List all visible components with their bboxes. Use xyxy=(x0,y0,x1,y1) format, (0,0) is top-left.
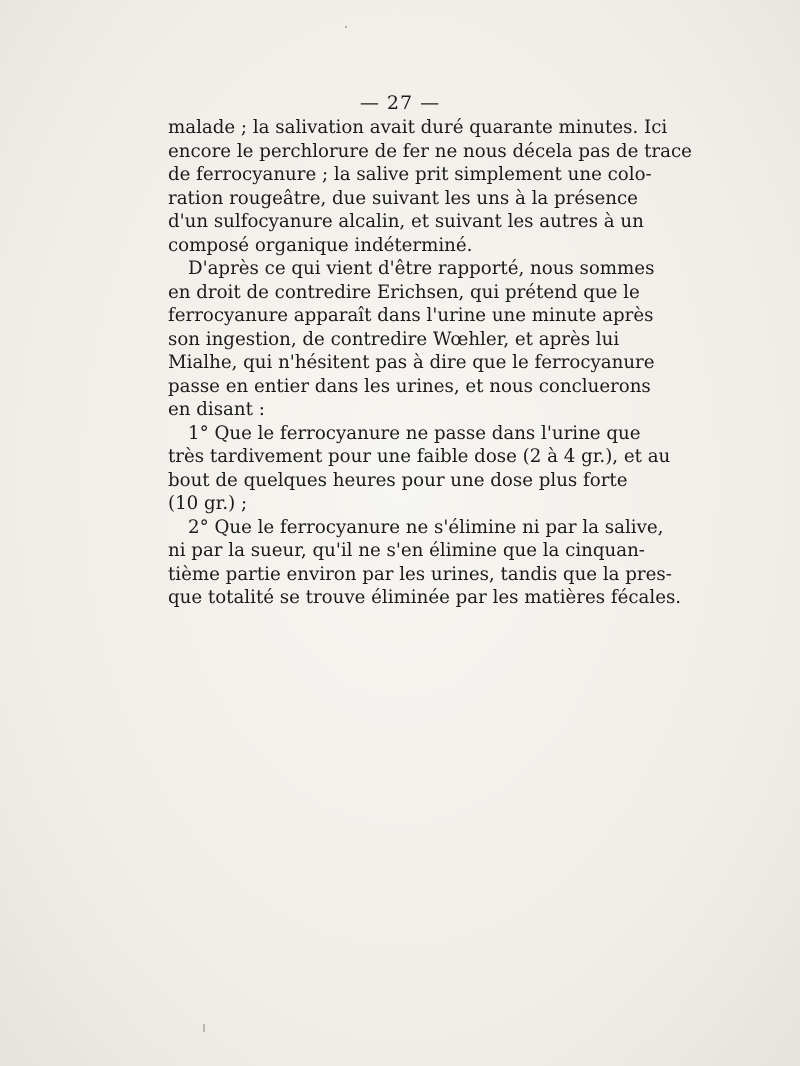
text-line: tième partie environ par les urines, tandis que la pres- xyxy=(168,563,672,585)
paragraph-3 xyxy=(168,422,671,516)
text-line: en droit de contredire Erichsen, qui prétend que le xyxy=(168,281,640,303)
paragraph-1 xyxy=(168,116,692,257)
text-line: son ingestion, de contredire Wœhler, et après lui xyxy=(168,328,620,350)
paragraph-2 xyxy=(168,257,655,422)
text-line: que totalité se trouve éliminée par les matières fécales. xyxy=(168,587,682,608)
text-line: en disant : xyxy=(168,399,265,420)
text-line: (10 gr.) ; xyxy=(168,493,248,514)
text-line: ferrocyanure apparaît dans l'urine une minute après xyxy=(168,305,654,326)
text-line: composé organique indéterminé. xyxy=(168,234,473,256)
text-line: très tardivement pour une faible dose (2 à 4 gr.), et au xyxy=(168,446,671,467)
text-line: d'un sulfocyanure alcalin, et suivant les autres à un xyxy=(168,211,644,232)
text-line: malade ; la salivation avait duré quarante minutes. Ici xyxy=(168,117,668,138)
text-line: Mialhe, qui n'hésitent pas à dire que le ferrocyanure xyxy=(168,352,655,373)
text-line: 1° Que le ferrocyanure ne passe dans l'urine que xyxy=(188,422,641,444)
body-text xyxy=(168,116,692,610)
paper-speck xyxy=(203,1024,205,1032)
paper-speck xyxy=(345,26,347,28)
text-line: bout de quelques heures pour une dose plus forte xyxy=(168,469,628,491)
page-number: — 27 — xyxy=(359,92,441,114)
text-line: ni par la sueur, qu'il ne s'en élimine que la cinquan- xyxy=(168,540,645,561)
paragraph-4 xyxy=(168,516,682,610)
text-line: de ferrocyanure ; la salive prit simplement une colo- xyxy=(168,164,652,185)
text-line: ration rougeâtre, due suivant les uns à la présence xyxy=(168,187,638,209)
text-line: passe en entier dans les urines, et nous concluerons xyxy=(168,375,651,397)
text-line: 2° Que le ferrocyanure ne s'élimine ni par la salive, xyxy=(188,516,664,538)
text-line: D'après ce qui vient d'être rapporté, nous sommes xyxy=(188,258,655,279)
text-line: encore le perchlorure de fer ne nous décela pas de trace xyxy=(168,140,692,162)
